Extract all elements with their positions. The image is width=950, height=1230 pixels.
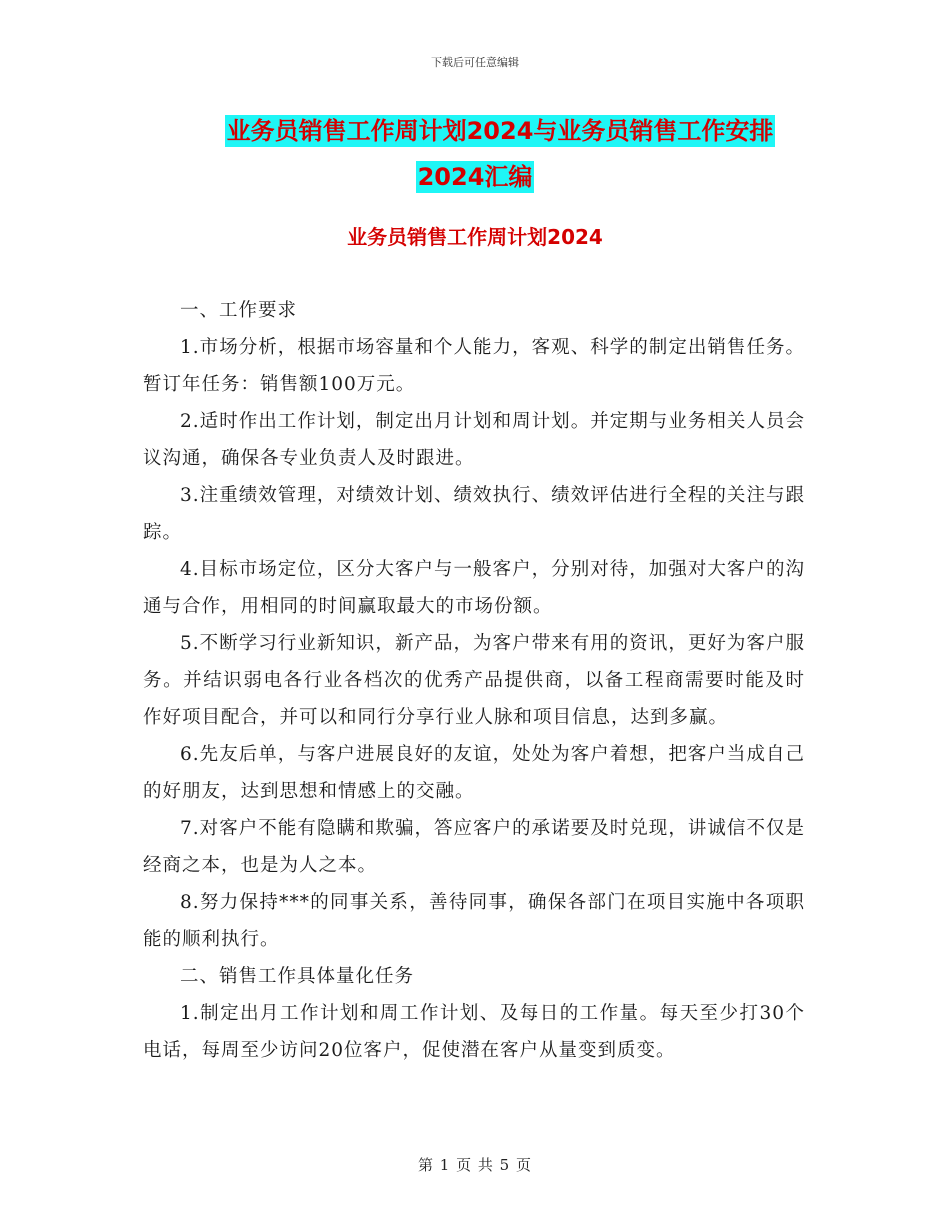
page-footer: 第 1 页 共 5 页	[418, 1156, 532, 1174]
title-line-1: 业务员销售工作周计划2024与业务员销售工作安排	[226, 117, 774, 145]
heading-work-requirements: 一、工作要求	[180, 300, 298, 321]
paragraph: 5.不断学习行业新知识，新产品，为客户带来有用的资讯，更好为客户服务。并结识弱电各行业各档次的优秀产品提供商，以备工程商需要时能及时作好项目配合，并可以和同行分享行业人脉和项目信息，达到多赢。	[143, 633, 805, 728]
document-title	[0, 108, 950, 200]
paragraph: 2.适时作出工作计划，制定出月计划和周计划。并定期与业务相关人员会议沟通，确保各专业负责人及时跟进。	[143, 411, 805, 469]
paragraph: 6.先友后单，与客户进展良好的友谊，处处为客户着想，把客户当成自己的好朋友，达到思想和情感上的交融。	[143, 744, 805, 802]
title-line-2: 2024汇编	[417, 163, 533, 191]
paragraph: 8.努力保持***的同事关系，善待同事，确保各部门在项目实施中各项职能的顺利执行。	[143, 892, 805, 950]
paragraph: 1.制定出月工作计划和周工作计划、及每日的工作量。每天至少打30个电话，每周至少访问20位客户，促使潜在客户从量变到质变。	[143, 1003, 805, 1061]
paragraph: 7.对客户不能有隐瞒和欺骗，答应客户的承诺要及时兑现，讲诚信不仅是经商之本，也是为人之本。	[143, 818, 805, 876]
paragraph: 1.市场分析，根据市场容量和个人能力，客观、科学的制定出销售任务。暂订年任务：销售额100万元。	[143, 337, 805, 395]
header-note: 下载后可任意编辑	[431, 56, 519, 69]
paragraph: 4.目标市场定位，区分大客户与一般客户，分别对待，加强对大客户的沟通与合作，用相同的时间赢取最大的市场份额。	[143, 559, 805, 617]
section-title: 业务员销售工作周计划2024	[347, 225, 603, 249]
paragraph: 3.注重绩效管理，对绩效计划、绩效执行、绩效评估进行全程的关注与跟踪。	[143, 485, 805, 543]
heading-quantified-tasks: 二、销售工作具体量化任务	[180, 966, 415, 987]
document-body	[143, 292, 805, 1069]
